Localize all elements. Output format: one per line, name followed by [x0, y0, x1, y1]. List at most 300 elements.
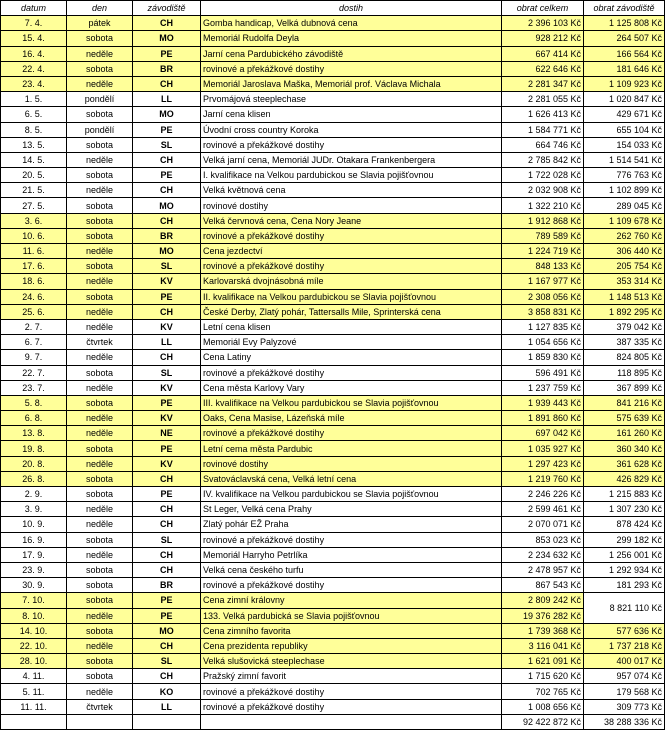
table-row — [1, 183, 665, 198]
cell-day: neděle — [67, 502, 133, 517]
cell-venue-total: 118 895 Kč — [584, 365, 665, 380]
cell-race: IV. kvalifikace na Velkou pardubickou se Slavia pojišťovnou — [201, 487, 502, 502]
table-row — [1, 152, 665, 167]
cell-race: Cena města Karlovy Vary — [201, 380, 502, 395]
cell-date: 6. 7. — [1, 335, 67, 350]
cell-race: Karlovarská dvojnásobná míle — [201, 274, 502, 289]
header-day: den — [67, 1, 133, 16]
cell-race: rovinové a překážkové dostihy — [201, 228, 502, 243]
cell-race: rovinové a překážkové dostihy — [201, 684, 502, 699]
cell-race: rovinové a překážkové dostihy — [201, 699, 502, 714]
cell-day: neděle — [67, 152, 133, 167]
cell-date: 25. 6. — [1, 304, 67, 319]
cell-race: Letní cema města Pardubic — [201, 441, 502, 456]
cell-venue-total: 957 074 Kč — [584, 669, 665, 684]
cell-venue-total: 655 104 Kč — [584, 122, 665, 137]
cell-race: 133. Velká pardubická se Slavia pojišťovnou — [201, 608, 502, 623]
cell-venue: SL — [133, 365, 201, 380]
cell-race: Jarní cena Pardubického závodiště — [201, 46, 502, 61]
cell-total: 2 599 461 Kč — [502, 502, 584, 517]
cell-date: 23. 7. — [1, 380, 67, 395]
cell-venue: CH — [133, 562, 201, 577]
cell-date: 9. 7. — [1, 350, 67, 365]
table-row — [1, 411, 665, 426]
cell-venue-total: 262 760 Kč — [584, 228, 665, 243]
cell-day: neděle — [67, 684, 133, 699]
totals-empty-4 — [201, 714, 502, 729]
cell-day: neděle — [67, 244, 133, 259]
table-row — [1, 684, 665, 699]
table-body — [1, 16, 665, 715]
cell-total: 1 035 927 Kč — [502, 441, 584, 456]
cell-total: 1 219 760 Kč — [502, 471, 584, 486]
cell-total: 2 246 226 Kč — [502, 487, 584, 502]
cell-venue-total: 154 033 Kč — [584, 137, 665, 152]
cell-total: 1 167 977 Kč — [502, 274, 584, 289]
cell-venue-total: 179 568 Kč — [584, 684, 665, 699]
cell-race: rovinové a překážkové dostihy — [201, 532, 502, 547]
cell-venue: CH — [133, 669, 201, 684]
cell-day: sobota — [67, 137, 133, 152]
cell-date: 6. 5. — [1, 107, 67, 122]
cell-day: sobota — [67, 669, 133, 684]
cell-venue-total: 379 042 Kč — [584, 319, 665, 334]
cell-race: České Derby, Zlatý pohár, Tattersalls Mile, Sprinterská cena — [201, 304, 502, 319]
cell-venue-total: 1 307 230 Kč — [584, 502, 665, 517]
cell-total: 664 746 Kč — [502, 137, 584, 152]
cell-venue-total: 1 737 218 Kč — [584, 638, 665, 653]
cell-race: Úvodní cross country Koroka — [201, 122, 502, 137]
cell-total: 1 912 868 Kč — [502, 213, 584, 228]
cell-total: 3 116 041 Kč — [502, 638, 584, 653]
cell-venue-total: 426 829 Kč — [584, 471, 665, 486]
cell-venue-total: 264 507 Kč — [584, 31, 665, 46]
cell-venue-total: 289 045 Kč — [584, 198, 665, 213]
cell-venue-total: 400 017 Kč — [584, 654, 665, 669]
cell-date: 13. 8. — [1, 426, 67, 441]
cell-venue: PE — [133, 593, 201, 608]
cell-race: Memoriál Rudolfa Deyla — [201, 31, 502, 46]
header-venue-total: obrat závodiště — [584, 1, 665, 16]
cell-venue-total: 8 821 110 Kč — [584, 593, 665, 623]
cell-race: Memoriál Evy Palyzové — [201, 335, 502, 350]
cell-total: 1 297 423 Kč — [502, 456, 584, 471]
cell-venue: CH — [133, 304, 201, 319]
table-row — [1, 137, 665, 152]
cell-date: 28. 10. — [1, 654, 67, 669]
table-row — [1, 638, 665, 653]
cell-total: 1 322 210 Kč — [502, 198, 584, 213]
table-row — [1, 517, 665, 532]
cell-date: 23. 9. — [1, 562, 67, 577]
cell-venue: PE — [133, 395, 201, 410]
cell-venue-total: 824 805 Kč — [584, 350, 665, 365]
cell-race: St Leger, Velká cena Prahy — [201, 502, 502, 517]
header-race: dostih — [201, 1, 502, 16]
cell-total: 1 626 413 Kč — [502, 107, 584, 122]
cell-total: 1 859 830 Kč — [502, 350, 584, 365]
cell-race: Velká jarní cena, Memoriál JUDr. Otakara Frankenbergera — [201, 152, 502, 167]
cell-venue: SL — [133, 137, 201, 152]
cell-venue: PE — [133, 441, 201, 456]
cell-day: sobota — [67, 441, 133, 456]
cell-venue: CH — [133, 502, 201, 517]
cell-total: 2 785 842 Kč — [502, 152, 584, 167]
cell-day: sobota — [67, 593, 133, 608]
cell-total: 1 715 620 Kč — [502, 669, 584, 684]
totals-empty-1 — [1, 714, 67, 729]
cell-date: 27. 5. — [1, 198, 67, 213]
cell-race: rovinové dostihy — [201, 198, 502, 213]
cell-venue: BR — [133, 578, 201, 593]
cell-day: neděle — [67, 411, 133, 426]
cell-venue: CH — [133, 76, 201, 91]
table-row — [1, 699, 665, 714]
cell-day: sobota — [67, 259, 133, 274]
cell-total: 1 722 028 Kč — [502, 168, 584, 183]
cell-venue: NE — [133, 426, 201, 441]
cell-venue: MO — [133, 198, 201, 213]
table-row — [1, 259, 665, 274]
cell-total: 702 765 Kč — [502, 684, 584, 699]
cell-day: pátek — [67, 16, 133, 31]
cell-venue-total: 1 109 923 Kč — [584, 76, 665, 91]
table-row — [1, 319, 665, 334]
cell-venue: PE — [133, 608, 201, 623]
cell-race: Cena jezdectví — [201, 244, 502, 259]
cell-venue-total: 309 773 Kč — [584, 699, 665, 714]
cell-venue: LL — [133, 699, 201, 714]
cell-race: Velká slušovická steeplechase — [201, 654, 502, 669]
cell-date: 13. 5. — [1, 137, 67, 152]
cell-total: 697 042 Kč — [502, 426, 584, 441]
cell-date: 11. 11. — [1, 699, 67, 714]
header-row — [1, 1, 665, 16]
cell-day: neděle — [67, 608, 133, 623]
cell-day: sobota — [67, 578, 133, 593]
cell-date: 26. 8. — [1, 471, 67, 486]
cell-venue: KV — [133, 380, 201, 395]
cell-date: 8. 10. — [1, 608, 67, 623]
cell-race: Cena zimního favorita — [201, 623, 502, 638]
cell-race: Jarní cena klisen — [201, 107, 502, 122]
cell-race: Cena zimní královny — [201, 593, 502, 608]
cell-venue-total: 166 564 Kč — [584, 46, 665, 61]
cell-date: 23. 4. — [1, 76, 67, 91]
cell-date: 3. 6. — [1, 213, 67, 228]
table-row — [1, 228, 665, 243]
cell-venue: SL — [133, 532, 201, 547]
cell-venue: KV — [133, 274, 201, 289]
cell-date: 17. 9. — [1, 547, 67, 562]
grand-venue-total: 38 288 336 Kč — [584, 714, 665, 729]
cell-race: Prvomájová steeplechase — [201, 92, 502, 107]
cell-venue: CH — [133, 547, 201, 562]
table-row — [1, 76, 665, 91]
cell-venue-total: 205 754 Kč — [584, 259, 665, 274]
header-total: obrat celkem — [502, 1, 584, 16]
cell-venue: CH — [133, 183, 201, 198]
cell-race: Velká květnová cena — [201, 183, 502, 198]
cell-race: rovinové a překážkové dostihy — [201, 61, 502, 76]
cell-venue-total: 776 763 Kč — [584, 168, 665, 183]
cell-venue-total: 1 102 899 Kč — [584, 183, 665, 198]
cell-date: 2. 7. — [1, 319, 67, 334]
cell-venue-total: 841 216 Kč — [584, 395, 665, 410]
cell-total: 1 621 091 Kč — [502, 654, 584, 669]
cell-venue: LL — [133, 92, 201, 107]
table-row — [1, 244, 665, 259]
cell-venue-total: 353 314 Kč — [584, 274, 665, 289]
cell-total: 1 224 719 Kč — [502, 244, 584, 259]
cell-day: neděle — [67, 426, 133, 441]
cell-race: Oaks, Cena Masise, Lázeňská míle — [201, 411, 502, 426]
table-row — [1, 168, 665, 183]
cell-total: 1 237 759 Kč — [502, 380, 584, 395]
cell-venue: PE — [133, 168, 201, 183]
cell-date: 4. 11. — [1, 669, 67, 684]
cell-date: 30. 9. — [1, 578, 67, 593]
cell-venue: PE — [133, 289, 201, 304]
cell-day: neděle — [67, 76, 133, 91]
table-row — [1, 578, 665, 593]
cell-day: sobota — [67, 213, 133, 228]
cell-race: III. kvalifikace na Velkou pardubickou se Slavia pojišťovnou — [201, 395, 502, 410]
cell-race: rovinové a překážkové dostihy — [201, 137, 502, 152]
cell-date: 14. 5. — [1, 152, 67, 167]
cell-day: pondělí — [67, 122, 133, 137]
cell-total: 1 054 656 Kč — [502, 335, 584, 350]
cell-total: 596 491 Kč — [502, 365, 584, 380]
cell-total: 853 023 Kč — [502, 532, 584, 547]
cell-venue: KV — [133, 411, 201, 426]
cell-date: 11. 6. — [1, 244, 67, 259]
cell-total: 1 127 835 Kč — [502, 319, 584, 334]
cell-total: 1 939 443 Kč — [502, 395, 584, 410]
table-row — [1, 289, 665, 304]
cell-venue-total: 1 125 808 Kč — [584, 16, 665, 31]
cell-venue: PE — [133, 122, 201, 137]
table-row — [1, 198, 665, 213]
cell-date: 5. 8. — [1, 395, 67, 410]
cell-venue: LL — [133, 335, 201, 350]
cell-day: sobota — [67, 289, 133, 304]
cell-day: sobota — [67, 562, 133, 577]
cell-total: 848 133 Kč — [502, 259, 584, 274]
cell-venue-total: 181 646 Kč — [584, 61, 665, 76]
cell-date: 7. 4. — [1, 16, 67, 31]
totals-row — [1, 714, 665, 729]
cell-venue-total: 360 340 Kč — [584, 441, 665, 456]
cell-venue-total: 1 256 001 Kč — [584, 547, 665, 562]
cell-total: 2 478 957 Kč — [502, 562, 584, 577]
cell-race: rovinové dostihy — [201, 456, 502, 471]
cell-day: neděle — [67, 638, 133, 653]
cell-venue-total: 361 628 Kč — [584, 456, 665, 471]
cell-total: 19 376 282 Kč — [502, 608, 584, 623]
cell-venue: KV — [133, 319, 201, 334]
cell-venue-total: 1 215 883 Kč — [584, 487, 665, 502]
cell-date: 5. 11. — [1, 684, 67, 699]
cell-venue: CH — [133, 471, 201, 486]
table-row — [1, 16, 665, 31]
cell-day: sobota — [67, 228, 133, 243]
cell-date: 3. 9. — [1, 502, 67, 517]
cell-total: 2 070 071 Kč — [502, 517, 584, 532]
cell-total: 2 032 908 Kč — [502, 183, 584, 198]
cell-day: čtvrtek — [67, 699, 133, 714]
cell-race: Memoriál Harryho Petrlíka — [201, 547, 502, 562]
cell-day: sobota — [67, 395, 133, 410]
table-row — [1, 122, 665, 137]
cell-date: 8. 5. — [1, 122, 67, 137]
cell-day: neděle — [67, 183, 133, 198]
table-row — [1, 395, 665, 410]
cell-date: 21. 5. — [1, 183, 67, 198]
totals-empty-3 — [133, 714, 201, 729]
cell-race: Svatováclavská cena, Velká letní cena — [201, 471, 502, 486]
table-row — [1, 61, 665, 76]
cell-date: 1. 5. — [1, 92, 67, 107]
cell-venue-total: 367 899 Kč — [584, 380, 665, 395]
cell-total: 2 308 056 Kč — [502, 289, 584, 304]
cell-venue-total: 577 636 Kč — [584, 623, 665, 638]
grand-total: 92 422 872 Kč — [502, 714, 584, 729]
table-row — [1, 471, 665, 486]
cell-date: 22. 10. — [1, 638, 67, 653]
cell-venue: MO — [133, 244, 201, 259]
cell-day: sobota — [67, 654, 133, 669]
cell-race: Gomba handicap, Velká dubnová cena — [201, 16, 502, 31]
cell-venue: SL — [133, 654, 201, 669]
table-row — [1, 274, 665, 289]
table-row — [1, 380, 665, 395]
cell-venue: BR — [133, 228, 201, 243]
cell-day: neděle — [67, 456, 133, 471]
cell-venue-total: 306 440 Kč — [584, 244, 665, 259]
cell-venue: BR — [133, 61, 201, 76]
cell-race: Zlatý pohár EŽ Praha — [201, 517, 502, 532]
cell-total: 1 739 368 Kč — [502, 623, 584, 638]
cell-venue: CH — [133, 152, 201, 167]
cell-date: 7. 10. — [1, 593, 67, 608]
table-row — [1, 46, 665, 61]
cell-date: 16. 9. — [1, 532, 67, 547]
cell-day: neděle — [67, 547, 133, 562]
cell-total: 622 646 Kč — [502, 61, 584, 76]
cell-race: Pražský zimní favorit — [201, 669, 502, 684]
cell-race: rovinové a překážkové dostihy — [201, 578, 502, 593]
cell-race: Velká červnová cena, Cena Nory Jeane — [201, 213, 502, 228]
cell-total: 2 281 055 Kč — [502, 92, 584, 107]
table-row — [1, 426, 665, 441]
table-row — [1, 593, 665, 608]
cell-venue: CH — [133, 16, 201, 31]
cell-race: rovinové a překážkové dostihy — [201, 426, 502, 441]
cell-venue-total: 1 020 847 Kč — [584, 92, 665, 107]
cell-date: 6. 8. — [1, 411, 67, 426]
cell-total: 2 809 242 Kč — [502, 593, 584, 608]
header-date: datum — [1, 1, 67, 16]
cell-race: II. kvalifikace na Velkou pardubickou se Slavia pojišťovnou — [201, 289, 502, 304]
cell-day: neděle — [67, 46, 133, 61]
cell-venue: CH — [133, 517, 201, 532]
cell-venue: MO — [133, 31, 201, 46]
table-row — [1, 441, 665, 456]
header-venue: závodiště — [133, 1, 201, 16]
cell-day: neděle — [67, 304, 133, 319]
table-row — [1, 547, 665, 562]
table-row — [1, 623, 665, 638]
table-row — [1, 365, 665, 380]
cell-date: 15. 4. — [1, 31, 67, 46]
cell-venue: KO — [133, 684, 201, 699]
cell-date: 24. 6. — [1, 289, 67, 304]
cell-day: sobota — [67, 471, 133, 486]
cell-date: 19. 8. — [1, 441, 67, 456]
cell-total: 928 212 Kč — [502, 31, 584, 46]
table-row — [1, 107, 665, 122]
cell-total: 867 543 Kč — [502, 578, 584, 593]
cell-race: Cena Latiny — [201, 350, 502, 365]
table-row — [1, 92, 665, 107]
cell-date: 10. 6. — [1, 228, 67, 243]
cell-venue-total: 1 514 541 Kč — [584, 152, 665, 167]
table-row — [1, 335, 665, 350]
cell-day: sobota — [67, 168, 133, 183]
cell-date: 10. 9. — [1, 517, 67, 532]
cell-date: 20. 8. — [1, 456, 67, 471]
cell-venue-total: 299 182 Kč — [584, 532, 665, 547]
cell-race: Memoriál Jaroslava Maška, Memoriál prof. Václava Michala — [201, 76, 502, 91]
cell-day: sobota — [67, 365, 133, 380]
cell-venue-total: 575 639 Kč — [584, 411, 665, 426]
table-row — [1, 456, 665, 471]
cell-day: sobota — [67, 623, 133, 638]
table-row — [1, 487, 665, 502]
cell-venue: KV — [133, 456, 201, 471]
cell-race: Letní cena klisen — [201, 319, 502, 334]
cell-total: 2 234 632 Kč — [502, 547, 584, 562]
cell-day: neděle — [67, 274, 133, 289]
cell-venue-total: 161 260 Kč — [584, 426, 665, 441]
cell-total: 1 584 771 Kč — [502, 122, 584, 137]
table-row — [1, 532, 665, 547]
cell-day: sobota — [67, 487, 133, 502]
cell-total: 1 008 656 Kč — [502, 699, 584, 714]
totals-empty-2 — [67, 714, 133, 729]
cell-date: 22. 7. — [1, 365, 67, 380]
cell-venue: MO — [133, 107, 201, 122]
cell-venue-total: 1 109 678 Kč — [584, 213, 665, 228]
table-row — [1, 654, 665, 669]
cell-venue: PE — [133, 46, 201, 61]
cell-total: 2 281 347 Kč — [502, 76, 584, 91]
cell-day: sobota — [67, 532, 133, 547]
cell-total: 667 414 Kč — [502, 46, 584, 61]
table-row — [1, 350, 665, 365]
table-row — [1, 669, 665, 684]
cell-date: 18. 6. — [1, 274, 67, 289]
cell-venue: MO — [133, 623, 201, 638]
table-row — [1, 304, 665, 319]
cell-day: čtvrtek — [67, 335, 133, 350]
cell-date: 17. 6. — [1, 259, 67, 274]
cell-date: 22. 4. — [1, 61, 67, 76]
table-row — [1, 213, 665, 228]
cell-day: neděle — [67, 380, 133, 395]
cell-day: neděle — [67, 517, 133, 532]
